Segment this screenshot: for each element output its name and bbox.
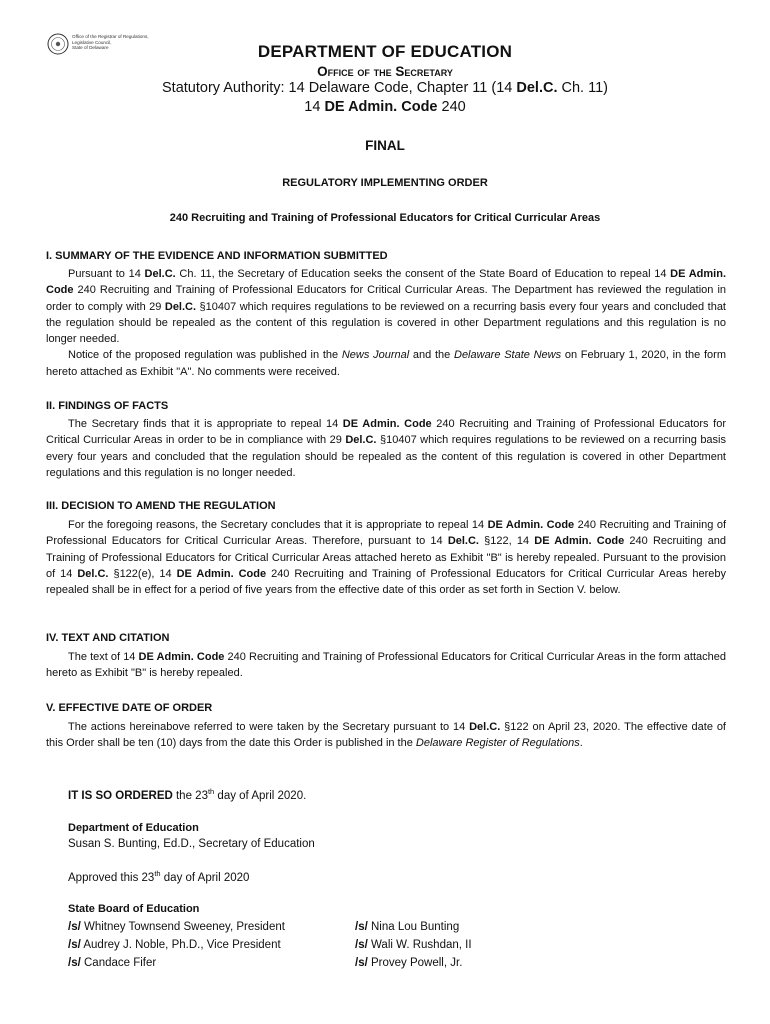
seal-caption: Office of the Registrar of Regulations, Legislative Council, State of Delaware bbox=[72, 34, 149, 51]
department-label: Department of Education bbox=[68, 822, 199, 834]
section-1-heading: I. SUMMARY OF THE EVIDENCE AND INFORMATION SUBMITTED bbox=[46, 250, 388, 262]
section-1-paragraph-2: Notice of the proposed regulation was published in the News Journal and the Delaware State News on February 1, 2020, in the form hereto attached as Exhibit "A". No comments were received. bbox=[46, 349, 726, 378]
admin-code: 14 DE Admin. Code 240 bbox=[304, 99, 466, 115]
signature-line: /s/ Wali W. Rushdan, II bbox=[355, 939, 472, 951]
section-3-body: For the foregoing reasons, the Secretary concludes that it is appropriate to repeal 14 DE Admin. Code 240 Recruiting and Training of Professional Educators for Critical Curricular Areas. Therefore, pursuant to 14 Del.C. §122, 14 DE Admin. Code 240 Recruiting and Training of Professional Educators for Critical Curricular Areas attached hereto as Exhibit "B" is hereby repealed. Pursuant to the provision of 14 Del.C. §122(e), 14 DE Admin. Code 240 Recruiting and Training of Professional Educators for Critical Curricular Areas hereby repealed shall be in effect for a period of five years from the effective date of this order as set forth in Section V. below. bbox=[46, 519, 727, 597]
signature-line: /s/ Provey Powell, Jr. bbox=[355, 957, 463, 969]
secretary-signature: Susan S. Bunting, Ed.D., Secretary of Education bbox=[68, 838, 315, 850]
section-3-heading: III. DECISION TO AMEND THE REGULATION bbox=[46, 500, 276, 512]
section-2-body: The Secretary finds that it is appropriate to repeal 14 DE Admin. Code 240 Recruiting and Training of Professional Educators for Critical Curricular Areas in order to be in compliance with 29 Del.C. §10407 which requires regulations to be reviewed on a recurring basis every four years and concluded that the regulation should be repealed as the content of this regulation is covered in other Department regulations and this regulation is no longer needed. bbox=[46, 418, 726, 479]
section-2-heading: II. FINDINGS OF FACTS bbox=[46, 400, 169, 412]
order-title: REGULATORY IMPLEMENTING ORDER bbox=[282, 177, 488, 189]
approved-line: Approved this 23th day of April 2020 bbox=[68, 869, 250, 884]
state-board-label: State Board of Education bbox=[68, 903, 200, 915]
so-ordered-line: IT IS SO ORDERED the 23th day of April 2020. bbox=[68, 787, 307, 802]
signature-line: /s/ Whitney Townsend Sweeney, President bbox=[68, 921, 285, 933]
board-signatures-left bbox=[68, 918, 285, 972]
office-title: Office of the Secretary bbox=[317, 64, 453, 79]
section-5-heading: V. EFFECTIVE DATE OF ORDER bbox=[46, 702, 213, 714]
signature-line: /s/ Nina Lou Bunting bbox=[355, 921, 460, 933]
statutory-authority: Statutory Authority: 14 Delaware Code, Chapter 11 (14 Del.C. Ch. 11) bbox=[162, 80, 608, 96]
section-5-body: The actions hereinabove referred to were taken by the Secretary pursuant to 14 Del.C. §122 on April 23, 2020. The effective date of this Order shall be ten (10) days from the date this Order is published in the Delaware Register of Regulations. bbox=[46, 721, 726, 750]
section-1-body bbox=[46, 266, 726, 380]
board-signatures-right bbox=[355, 918, 472, 972]
department-title: DEPARTMENT OF EDUCATION bbox=[257, 42, 513, 61]
section-4-body: The text of 14 DE Admin. Code 240 Recruiting and Training of Professional Educators for Critical Curricular Areas in the form attached hereto as Exhibit "B" is hereby repealed. bbox=[46, 651, 726, 680]
section-4-heading: IV. TEXT AND CITATION bbox=[46, 632, 170, 644]
section-1-paragraph-1: Pursuant to 14 Del.C. Ch. 11, the Secretary of Education seeks the consent of the State Board of Education to repeal 14 DE Admin. Code 240 Recruiting and Training of Professional Educators for Critical Curricular Areas. The Department has reviewed the regulation in order to comply with 29 Del.C. §10407 which requires regulations to be reviewed on a recurring basis every four years and concluded that the regulation should be repealed as the content of this regulation is covered in other Department regulations and this regulation is no longer needed. bbox=[46, 268, 727, 346]
signature-line: /s/ Audrey J. Noble, Ph.D., Vice President bbox=[68, 939, 281, 951]
final-label: FINAL bbox=[365, 138, 405, 153]
regulation-title: 240 Recruiting and Training of Professional Educators for Critical Curricular Areas bbox=[169, 212, 601, 224]
signature-line: /s/ Candace Fifer bbox=[68, 957, 157, 969]
